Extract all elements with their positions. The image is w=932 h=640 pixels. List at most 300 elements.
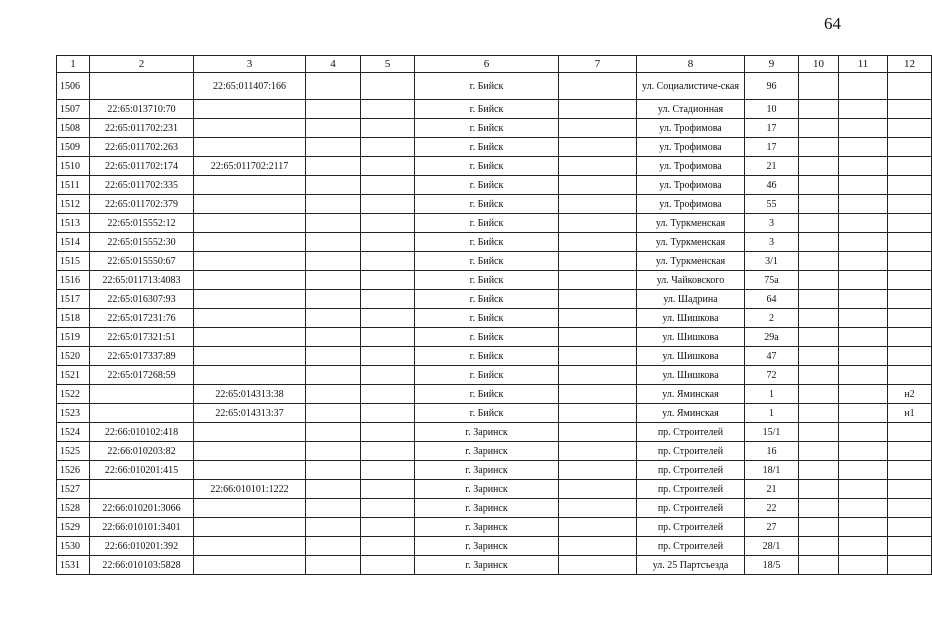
- table-cell-col-11: [839, 404, 888, 423]
- table-cell-col-3: [194, 214, 306, 233]
- table-cell-col-9: 1: [745, 404, 799, 423]
- table-cell-col-12: [888, 233, 932, 252]
- table-cell-col-11: [839, 385, 888, 404]
- table-cell-col-9: 3: [745, 214, 799, 233]
- table-cell-col-6: г. Бийск: [415, 138, 559, 157]
- table-cell-col-8: пр. Строителей: [637, 461, 745, 480]
- table-cell-col-1: 1524: [57, 423, 90, 442]
- table-cell-col-2: 22:66:010201:392: [90, 537, 194, 556]
- table-cell-col-2: 22:65:011713:4083: [90, 271, 194, 290]
- table-cell-col-1: 1527: [57, 480, 90, 499]
- table-cell-col-12: [888, 309, 932, 328]
- table-cell-col-6: г. Бийск: [415, 290, 559, 309]
- table-cell-col-8: пр. Строителей: [637, 423, 745, 442]
- table-cell-col-3: [194, 499, 306, 518]
- column-header-12: 12: [888, 56, 932, 73]
- table-cell-col-2: 22:65:011702:379: [90, 195, 194, 214]
- table-cell-col-5: [361, 328, 415, 347]
- table-cell-col-4: [306, 252, 361, 271]
- table-cell-col-8: ул. 25 Партсъезда: [637, 556, 745, 575]
- table-row: [57, 252, 932, 271]
- table-cell-col-9: 18/5: [745, 556, 799, 575]
- table-cell-col-7: [559, 119, 637, 138]
- table-row: [57, 480, 932, 499]
- table-cell-col-10: [799, 176, 839, 195]
- table-cell-col-4: [306, 73, 361, 100]
- table-cell-col-11: [839, 252, 888, 271]
- table-cell-col-8: пр. Строителей: [637, 480, 745, 499]
- table-cell-col-3: [194, 347, 306, 366]
- table-cell-col-10: [799, 404, 839, 423]
- table-cell-col-2: [90, 404, 194, 423]
- table-row: [57, 366, 932, 385]
- table-cell-col-9: 96: [745, 73, 799, 100]
- table-cell-col-2: 22:66:010201:3066: [90, 499, 194, 518]
- table-cell-col-1: 1518: [57, 309, 90, 328]
- table-cell-col-5: [361, 271, 415, 290]
- table-cell-col-3: [194, 195, 306, 214]
- table-cell-col-3: [194, 442, 306, 461]
- table-row: [57, 157, 932, 176]
- table-cell-col-1: 1506: [57, 73, 90, 100]
- table-cell-col-1: 1528: [57, 499, 90, 518]
- table-cell-col-4: [306, 328, 361, 347]
- table-cell-col-8: ул. Шишкова: [637, 328, 745, 347]
- table-row: [57, 138, 932, 157]
- table-cell-col-11: [839, 290, 888, 309]
- table-cell-col-7: [559, 499, 637, 518]
- table-cell-col-9: 16: [745, 442, 799, 461]
- table-cell-col-2: 22:65:011702:263: [90, 138, 194, 157]
- table-cell-col-9: 64: [745, 290, 799, 309]
- table-cell-col-6: г. Бийск: [415, 252, 559, 271]
- table-cell-col-9: 46: [745, 176, 799, 195]
- table-row: [57, 271, 932, 290]
- table-cell-col-2: [90, 73, 194, 100]
- table-cell-col-6: г. Заринск: [415, 537, 559, 556]
- table-cell-col-12: [888, 499, 932, 518]
- table-cell-col-11: [839, 309, 888, 328]
- table-cell-col-1: 1508: [57, 119, 90, 138]
- table-cell-col-7: [559, 271, 637, 290]
- table-row: [57, 176, 932, 195]
- table-cell-col-3: [194, 309, 306, 328]
- table-cell-col-4: [306, 385, 361, 404]
- table-cell-col-9: 75а: [745, 271, 799, 290]
- table-cell-col-7: [559, 423, 637, 442]
- table-row: [57, 195, 932, 214]
- table-cell-col-1: 1516: [57, 271, 90, 290]
- table-cell-col-12: [888, 461, 932, 480]
- table-cell-col-3: [194, 119, 306, 138]
- table-cell-col-5: [361, 366, 415, 385]
- table-cell-col-4: [306, 366, 361, 385]
- table-cell-col-12: [888, 138, 932, 157]
- table-cell-col-9: 27: [745, 518, 799, 537]
- table-cell-col-1: 1526: [57, 461, 90, 480]
- table-cell-col-3: [194, 537, 306, 556]
- table-cell-col-4: [306, 138, 361, 157]
- table-cell-col-3: 22:66:010101:1222: [194, 480, 306, 499]
- table-cell-col-2: 22:66:010103:5828: [90, 556, 194, 575]
- table-cell-col-5: [361, 480, 415, 499]
- table-cell-col-8: ул. Социалистиче-ская: [637, 73, 745, 100]
- table-cell-col-4: [306, 480, 361, 499]
- table-cell-col-12: [888, 157, 932, 176]
- table-cell-col-10: [799, 461, 839, 480]
- table-cell-col-2: 22:65:011702:335: [90, 176, 194, 195]
- column-header-5: 5: [361, 56, 415, 73]
- header-row: [57, 56, 932, 73]
- table-cell-col-6: г. Бийск: [415, 233, 559, 252]
- table-cell-col-11: [839, 157, 888, 176]
- table-cell-col-7: [559, 100, 637, 119]
- table-cell-col-6: г. Бийск: [415, 366, 559, 385]
- table-cell-col-6: г. Бийск: [415, 404, 559, 423]
- table-cell-col-12: [888, 195, 932, 214]
- table-cell-col-8: ул. Трофимова: [637, 157, 745, 176]
- registry-table: [56, 55, 932, 575]
- table-row: [57, 537, 932, 556]
- table-cell-col-4: [306, 537, 361, 556]
- table-cell-col-3: [194, 518, 306, 537]
- table-cell-col-9: 22: [745, 499, 799, 518]
- table-cell-col-3: 22:65:014313:38: [194, 385, 306, 404]
- table-cell-col-9: 3/1: [745, 252, 799, 271]
- table-cell-col-2: [90, 480, 194, 499]
- table-cell-col-2: 22:65:013710:70: [90, 100, 194, 119]
- table-cell-col-10: [799, 309, 839, 328]
- table-cell-col-11: [839, 73, 888, 100]
- table-row: [57, 385, 932, 404]
- table-body: [57, 73, 932, 575]
- table-cell-col-8: ул. Туркменская: [637, 214, 745, 233]
- table-cell-col-10: [799, 290, 839, 309]
- table-cell-col-8: ул. Яминская: [637, 385, 745, 404]
- table-cell-col-11: [839, 100, 888, 119]
- table-cell-col-8: пр. Строителей: [637, 537, 745, 556]
- table-cell-col-9: 15/1: [745, 423, 799, 442]
- table-cell-col-4: [306, 100, 361, 119]
- table-cell-col-12: [888, 290, 932, 309]
- table-cell-col-2: 22:65:017231:76: [90, 309, 194, 328]
- table-row: [57, 499, 932, 518]
- table-cell-col-5: [361, 309, 415, 328]
- table-cell-col-10: [799, 138, 839, 157]
- table-row: [57, 309, 932, 328]
- table-cell-col-6: г. Бийск: [415, 100, 559, 119]
- table-cell-col-8: ул. Туркменская: [637, 233, 745, 252]
- table-cell-col-12: н1: [888, 404, 932, 423]
- table-cell-col-4: [306, 119, 361, 138]
- table-cell-col-3: [194, 423, 306, 442]
- table-cell-col-11: [839, 328, 888, 347]
- table-cell-col-10: [799, 100, 839, 119]
- table-cell-col-12: [888, 556, 932, 575]
- table-cell-col-7: [559, 309, 637, 328]
- table-cell-col-7: [559, 195, 637, 214]
- table-cell-col-12: [888, 518, 932, 537]
- table-cell-col-7: [559, 442, 637, 461]
- table-cell-col-4: [306, 195, 361, 214]
- column-header-2: 2: [90, 56, 194, 73]
- table-cell-col-10: [799, 556, 839, 575]
- table-cell-col-12: [888, 119, 932, 138]
- column-header-4: 4: [306, 56, 361, 73]
- table-cell-col-10: [799, 328, 839, 347]
- table-row: [57, 442, 932, 461]
- table-cell-col-7: [559, 176, 637, 195]
- table-cell-col-3: [194, 271, 306, 290]
- table-cell-col-3: [194, 100, 306, 119]
- table-cell-col-5: [361, 233, 415, 252]
- table-cell-col-1: 1515: [57, 252, 90, 271]
- table-cell-col-4: [306, 518, 361, 537]
- table-cell-col-8: ул. Шадрина: [637, 290, 745, 309]
- table-cell-col-12: [888, 366, 932, 385]
- table-row: [57, 461, 932, 480]
- table-cell-col-9: 17: [745, 119, 799, 138]
- table-cell-col-9: 3: [745, 233, 799, 252]
- table-cell-col-11: [839, 347, 888, 366]
- table-cell-col-2: 22:66:010201:415: [90, 461, 194, 480]
- table-cell-col-6: г. Бийск: [415, 271, 559, 290]
- table-cell-col-1: 1523: [57, 404, 90, 423]
- table-cell-col-8: ул. Стадионная: [637, 100, 745, 119]
- table-cell-col-5: [361, 404, 415, 423]
- table-cell-col-10: [799, 366, 839, 385]
- table-cell-col-11: [839, 271, 888, 290]
- table-cell-col-3: [194, 176, 306, 195]
- table-cell-col-1: 1511: [57, 176, 90, 195]
- column-header-9: 9: [745, 56, 799, 73]
- table-cell-col-8: пр. Строителей: [637, 518, 745, 537]
- table-cell-col-8: ул. Трофимова: [637, 176, 745, 195]
- table-cell-col-7: [559, 73, 637, 100]
- table-cell-col-2: 22:66:010203:82: [90, 442, 194, 461]
- table-cell-col-10: [799, 442, 839, 461]
- table-cell-col-3: 22:65:011702:2117: [194, 157, 306, 176]
- table-cell-col-2: 22:65:017337:89: [90, 347, 194, 366]
- table-cell-col-3: [194, 461, 306, 480]
- table-cell-col-10: [799, 233, 839, 252]
- column-header-7: 7: [559, 56, 637, 73]
- table-cell-col-5: [361, 499, 415, 518]
- table-cell-col-9: 1: [745, 385, 799, 404]
- table-cell-col-9: 28/1: [745, 537, 799, 556]
- table-cell-col-1: 1509: [57, 138, 90, 157]
- table-cell-col-8: ул. Трофимова: [637, 138, 745, 157]
- table-cell-col-3: [194, 138, 306, 157]
- table-cell-col-2: 22:66:010101:3401: [90, 518, 194, 537]
- table-cell-col-7: [559, 347, 637, 366]
- page-number: 64: [824, 14, 841, 33]
- table-cell-col-6: г. Заринск: [415, 518, 559, 537]
- table-cell-col-5: [361, 537, 415, 556]
- table-cell-col-6: г. Бийск: [415, 195, 559, 214]
- table-cell-col-11: [839, 556, 888, 575]
- table-cell-col-10: [799, 271, 839, 290]
- table-cell-col-9: 21: [745, 480, 799, 499]
- table-cell-col-12: [888, 423, 932, 442]
- table-cell-col-4: [306, 499, 361, 518]
- table-row: [57, 233, 932, 252]
- table-cell-col-7: [559, 461, 637, 480]
- table-cell-col-6: г. Бийск: [415, 73, 559, 100]
- table-cell-col-12: [888, 214, 932, 233]
- table-cell-col-8: ул. Яминская: [637, 404, 745, 423]
- table-cell-col-4: [306, 461, 361, 480]
- table-cell-col-2: 22:65:017321:51: [90, 328, 194, 347]
- table-cell-col-5: [361, 119, 415, 138]
- table-cell-col-4: [306, 290, 361, 309]
- table-cell-col-11: [839, 195, 888, 214]
- table-cell-col-11: [839, 461, 888, 480]
- table-cell-col-9: 72: [745, 366, 799, 385]
- table-cell-col-6: г. Заринск: [415, 480, 559, 499]
- table-cell-col-4: [306, 157, 361, 176]
- table-cell-col-5: [361, 556, 415, 575]
- table-cell-col-1: 1514: [57, 233, 90, 252]
- table-cell-col-2: 22:65:015552:12: [90, 214, 194, 233]
- table-cell-col-6: г. Бийск: [415, 347, 559, 366]
- table-cell-col-7: [559, 366, 637, 385]
- table-cell-col-9: 21: [745, 157, 799, 176]
- table-cell-col-9: 47: [745, 347, 799, 366]
- table-cell-col-3: 22:65:014313:37: [194, 404, 306, 423]
- table-cell-col-10: [799, 499, 839, 518]
- table-cell-col-7: [559, 157, 637, 176]
- table-cell-col-12: [888, 537, 932, 556]
- table-cell-col-9: 2: [745, 309, 799, 328]
- column-header-8: 8: [637, 56, 745, 73]
- table-cell-col-2: 22:65:015552:30: [90, 233, 194, 252]
- table-cell-col-11: [839, 119, 888, 138]
- table-cell-col-12: н2: [888, 385, 932, 404]
- table-cell-col-2: 22:65:016307:93: [90, 290, 194, 309]
- table-cell-col-11: [839, 480, 888, 499]
- table-cell-col-7: [559, 252, 637, 271]
- table-row: [57, 119, 932, 138]
- table-cell-col-4: [306, 347, 361, 366]
- table-cell-col-5: [361, 195, 415, 214]
- table-cell-col-11: [839, 423, 888, 442]
- table-cell-col-1: 1513: [57, 214, 90, 233]
- table-cell-col-11: [839, 499, 888, 518]
- table-row: [57, 556, 932, 575]
- table-cell-col-5: [361, 138, 415, 157]
- table-cell-col-8: ул. Туркменская: [637, 252, 745, 271]
- table-cell-col-7: [559, 385, 637, 404]
- table-cell-col-8: пр. Строителей: [637, 442, 745, 461]
- table-cell-col-11: [839, 233, 888, 252]
- table-cell-col-3: [194, 366, 306, 385]
- table-cell-col-11: [839, 176, 888, 195]
- table-cell-col-9: 17: [745, 138, 799, 157]
- table-cell-col-12: [888, 480, 932, 499]
- table-cell-col-5: [361, 290, 415, 309]
- column-header-3: 3: [194, 56, 306, 73]
- table-row: [57, 100, 932, 119]
- table-cell-col-8: ул. Шишкова: [637, 347, 745, 366]
- table-cell-col-10: [799, 480, 839, 499]
- table-cell-col-10: [799, 347, 839, 366]
- table-row: [57, 290, 932, 309]
- table-cell-col-4: [306, 404, 361, 423]
- table-cell-col-5: [361, 157, 415, 176]
- table-cell-col-6: г. Бийск: [415, 309, 559, 328]
- column-header-11: 11: [839, 56, 888, 73]
- table-cell-col-12: [888, 73, 932, 100]
- table-cell-col-1: 1529: [57, 518, 90, 537]
- column-header-6: 6: [415, 56, 559, 73]
- table-row: [57, 347, 932, 366]
- table-cell-col-10: [799, 214, 839, 233]
- table-cell-col-10: [799, 73, 839, 100]
- table-cell-col-6: г. Заринск: [415, 423, 559, 442]
- table-cell-col-10: [799, 537, 839, 556]
- table-cell-col-4: [306, 556, 361, 575]
- table-row: [57, 423, 932, 442]
- table-cell-col-12: [888, 328, 932, 347]
- table-cell-col-1: 1507: [57, 100, 90, 119]
- table-cell-col-7: [559, 328, 637, 347]
- table-cell-col-7: [559, 518, 637, 537]
- table-cell-col-3: [194, 290, 306, 309]
- table-cell-col-9: 10: [745, 100, 799, 119]
- table-cell-col-3: [194, 252, 306, 271]
- table-cell-col-9: 55: [745, 195, 799, 214]
- table-cell-col-9: 29а: [745, 328, 799, 347]
- column-header-10: 10: [799, 56, 839, 73]
- table-cell-col-6: г. Бийск: [415, 385, 559, 404]
- table-row: [57, 404, 932, 423]
- table-cell-col-7: [559, 556, 637, 575]
- table-row: [57, 73, 932, 100]
- table-cell-col-8: ул. Шишкова: [637, 309, 745, 328]
- table-cell-col-7: [559, 404, 637, 423]
- table-cell-col-1: 1522: [57, 385, 90, 404]
- table-cell-col-5: [361, 252, 415, 271]
- table-cell-col-6: г. Бийск: [415, 328, 559, 347]
- table-cell-col-6: г. Заринск: [415, 499, 559, 518]
- table-cell-col-11: [839, 138, 888, 157]
- table-cell-col-5: [361, 423, 415, 442]
- table-cell-col-3: [194, 556, 306, 575]
- table-cell-col-12: [888, 271, 932, 290]
- table-cell-col-11: [839, 442, 888, 461]
- table-row: [57, 214, 932, 233]
- table-cell-col-3: 22:65:011407:166: [194, 73, 306, 100]
- table-cell-col-1: 1517: [57, 290, 90, 309]
- table-cell-col-1: 1521: [57, 366, 90, 385]
- table-cell-col-12: [888, 176, 932, 195]
- table-cell-col-8: ул. Шишкова: [637, 366, 745, 385]
- table-cell-col-5: [361, 461, 415, 480]
- table-cell-col-1: 1520: [57, 347, 90, 366]
- table-cell-col-4: [306, 176, 361, 195]
- table-cell-col-5: [361, 442, 415, 461]
- table-cell-col-3: [194, 233, 306, 252]
- table-cell-col-11: [839, 537, 888, 556]
- table-cell-col-5: [361, 100, 415, 119]
- table-cell-col-5: [361, 518, 415, 537]
- table-cell-col-7: [559, 290, 637, 309]
- table-cell-col-12: [888, 442, 932, 461]
- table-cell-col-5: [361, 176, 415, 195]
- table-cell-col-11: [839, 518, 888, 537]
- table-cell-col-4: [306, 423, 361, 442]
